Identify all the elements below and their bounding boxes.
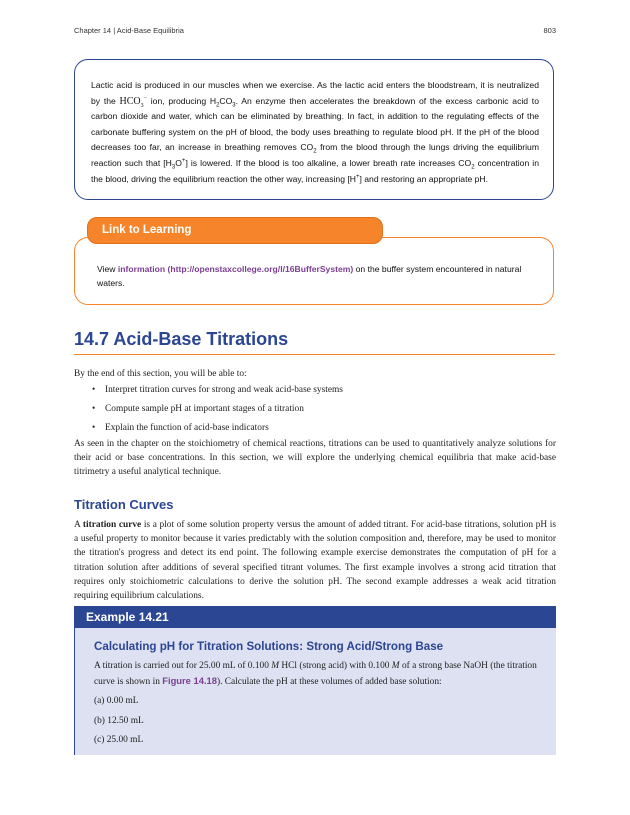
link-to-learning-box: [74, 237, 554, 305]
figure-link[interactable]: Figure 14.18: [162, 674, 217, 686]
learning-objectives-list: [92, 383, 552, 440]
titration-curves-paragraph: A titration curve is a plot of some solution property versus the amount of added titrant. For acid-base titrations, solution pH is a useful property to monitor because it varies predictably with the solution composition and, therefore, may be used to monitor the titration's progress and detect its end point. The following example exercise demonstrates the computation of pH for a titration solution after additions of several specified titrant volumes. The first example involves a strong acid titration that requires only stoichiometric calculations to derive the solution pH. The second example addresses a weak acid titration requiring equilibrium calculations.: [74, 520, 556, 602]
example-body: [74, 628, 556, 755]
example-parts: [94, 694, 542, 753]
buffer-system-link[interactable]: information (http://openstaxcollege.org/l/16BufferSystem): [117, 264, 354, 274]
example-part: (a) 0.00 mL: [94, 696, 139, 706]
lactic-acid-note-box: [74, 59, 554, 200]
section-title-rule: [74, 354, 555, 355]
section-title: 14.7 Acid-Base Titrations: [74, 329, 289, 349]
example-header: Example 14.21: [74, 606, 556, 628]
example-part: (b) 12.50 mL: [94, 715, 144, 726]
subsection-title: Titration Curves: [74, 497, 174, 512]
titrations-intro-paragraph: As seen in the chapter on the stoichiometry of chemical reactions, titrations can be used to quantitatively analyze solutions for their acid or base concentrations. In this section, we will explore the underlying chemical equilibria that make acid-base titrimetry a useful analytical technique.: [74, 439, 556, 478]
link-to-learning-tab: Link to Learning: [87, 217, 383, 244]
page-number: 803: [543, 26, 556, 35]
running-header-chapter: Chapter 14 | Acid-Base Equilibria: [74, 26, 184, 35]
example-title: Calculating pH for Titration Solutions: Strong Acid/Strong Base: [94, 640, 444, 653]
objective-item: • Explain the function of acid-base indicators: [92, 421, 552, 440]
objective-item: • Interpret titration curves for strong and weak acid-base systems: [92, 383, 552, 402]
objectives-intro: By the end of this section, you will be able to:: [74, 369, 247, 379]
bicarbonate-formula: $HCO_3^-$: [119, 95, 148, 109]
objective-item: • Compute sample pH at important stages of a titration: [92, 402, 552, 421]
key-term: titration curve: [82, 520, 142, 530]
example-part: (c) 25.00 mL: [94, 735, 144, 745]
link-to-learning-text: View information (http://openstaxcollege.org/l/16BufferSystem) on the buffer system encountered in natural waters.: [97, 264, 522, 288]
example-question: A titration is carried out for 25.00 mL of 0.100 M HCl (strong acid) with 0.100 M of a strong base NaOH (the titration curve is shown in Figure 14.18). Calculate the pH at these volumes of added base solution:: [94, 661, 537, 687]
lactic-acid-paragraph: Lactic acid is produced in our muscles when we exercise. As the lactic acid enters the bloodstream, it is neutralized by the $HCO_3^-$ ion, producing $H_2CO_3$. An enzyme then accelerates the breakdown of the excess carbonic acid to carbon dioxide and water, which can be eliminated by breathing. In fact, in addition to the regulating effects of the carbonate buffering system on the pH of blood, the body uses breathing to regulate blood pH. If the pH of the blood decreases too far, an increase in breathing removes $CO_2$ from the blood through the lungs driving the equilibrium reaction such that $[H_3O^+]$ is lowered. If the blood is too alkaline, a lower breath rate increases $CO_2$ concentration in the blood, driving the equilibrium reaction the other way, increasing [H+] and restoring an appropriate pH.: [91, 80, 539, 184]
